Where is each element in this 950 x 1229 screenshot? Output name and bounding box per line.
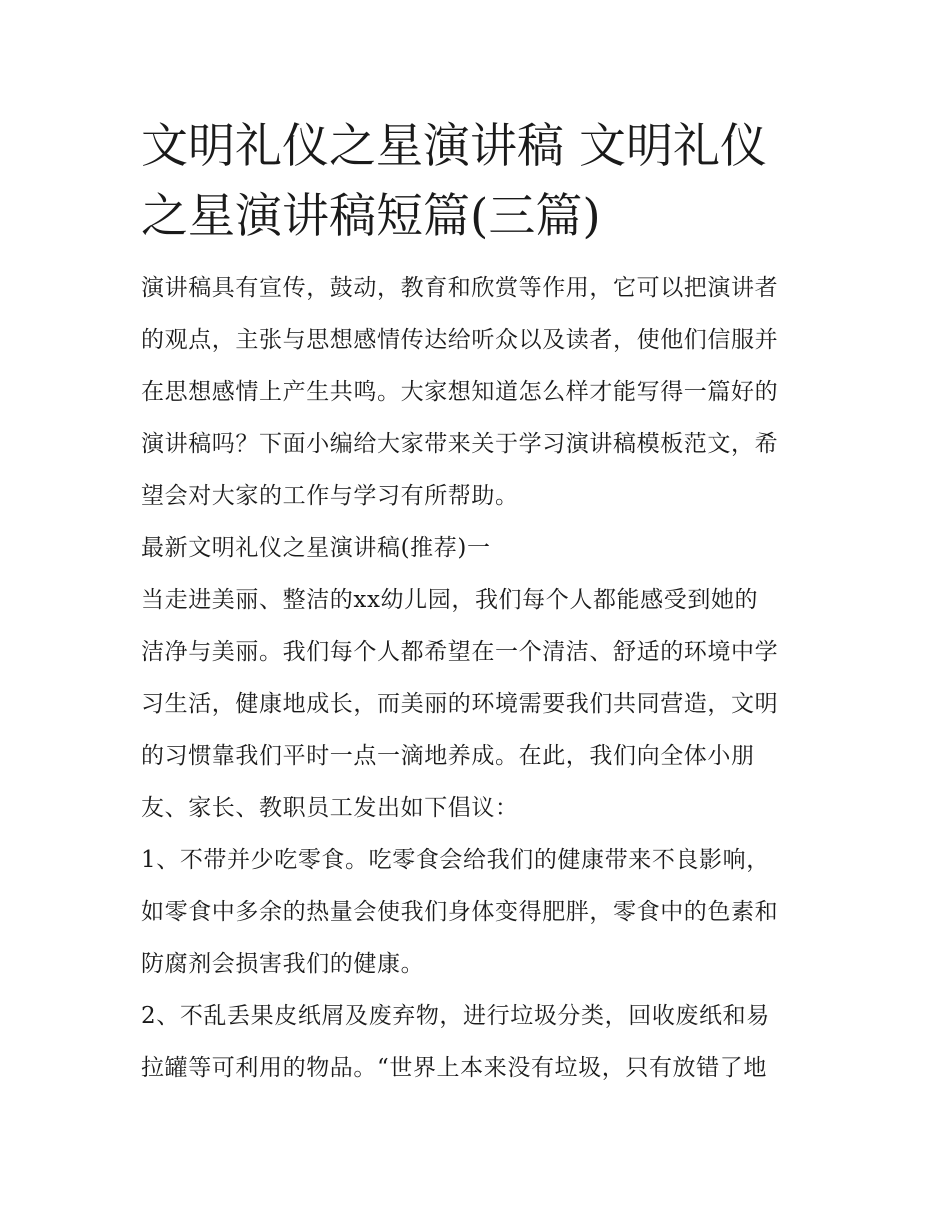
text-line: 友、家长、教职员工发出如下倡议：	[141, 795, 519, 821]
text-line: 的观点，主张与思想感情传达给听众以及读者，使他们信服并	[141, 327, 779, 353]
text-line: 如零食中多余的热量会使我们身体变得肥胖，零食中的色素和	[141, 899, 779, 925]
text-line: 洁净与美丽。我们每个人都希望在一个清洁、舒适的环境中学	[141, 639, 779, 665]
text-line: 习生活，健康地成长，而美丽的环境需要我们共同营造，文明	[141, 691, 779, 717]
text-line: 当走进美丽、整洁的xx幼儿园，我们每个人都能感受到她的	[141, 587, 759, 613]
title-line: 之星演讲稿短篇(三篇)	[141, 189, 601, 244]
text-line: 演讲稿吗？下面小编给大家带来关于学习演讲稿模板范文，希	[141, 431, 779, 457]
text-line: 演讲稿具有宣传，鼓动，教育和欣赏等作用，它可以把演讲者	[141, 275, 779, 301]
text-line: 望会对大家的工作与学习有所帮助。	[141, 483, 519, 509]
document-title	[141, 112, 813, 252]
list-item-text: 2、不乱丢果皮纸屑及废弃物，进行垃圾分类，回收废纸和易	[141, 1003, 770, 1029]
text-line: 防腐剂会损害我们的健康。	[141, 951, 425, 977]
list-item-text: 1、不带并少吃零食。吃零食会给我们的健康带来不良影响，	[141, 847, 770, 873]
text-line: 在思想感情上产生共鸣。大家想知道怎么样才能写得一篇好的	[141, 379, 779, 405]
body-text	[141, 262, 813, 1094]
document-content	[141, 112, 813, 1094]
title-line: 文明礼仪之星演讲稿 文明礼仪	[141, 119, 767, 174]
title-spacer	[141, 252, 813, 262]
section-heading: 最新文明礼仪之星演讲稿(推荐)一	[141, 535, 491, 561]
text-line: 的习惯靠我们平时一点一滴地养成。在此，我们向全体小朋	[141, 743, 755, 769]
text-line: 拉罐等可利用的物品。“世界上本来没有垃圾，只有放错了地	[141, 1055, 767, 1081]
